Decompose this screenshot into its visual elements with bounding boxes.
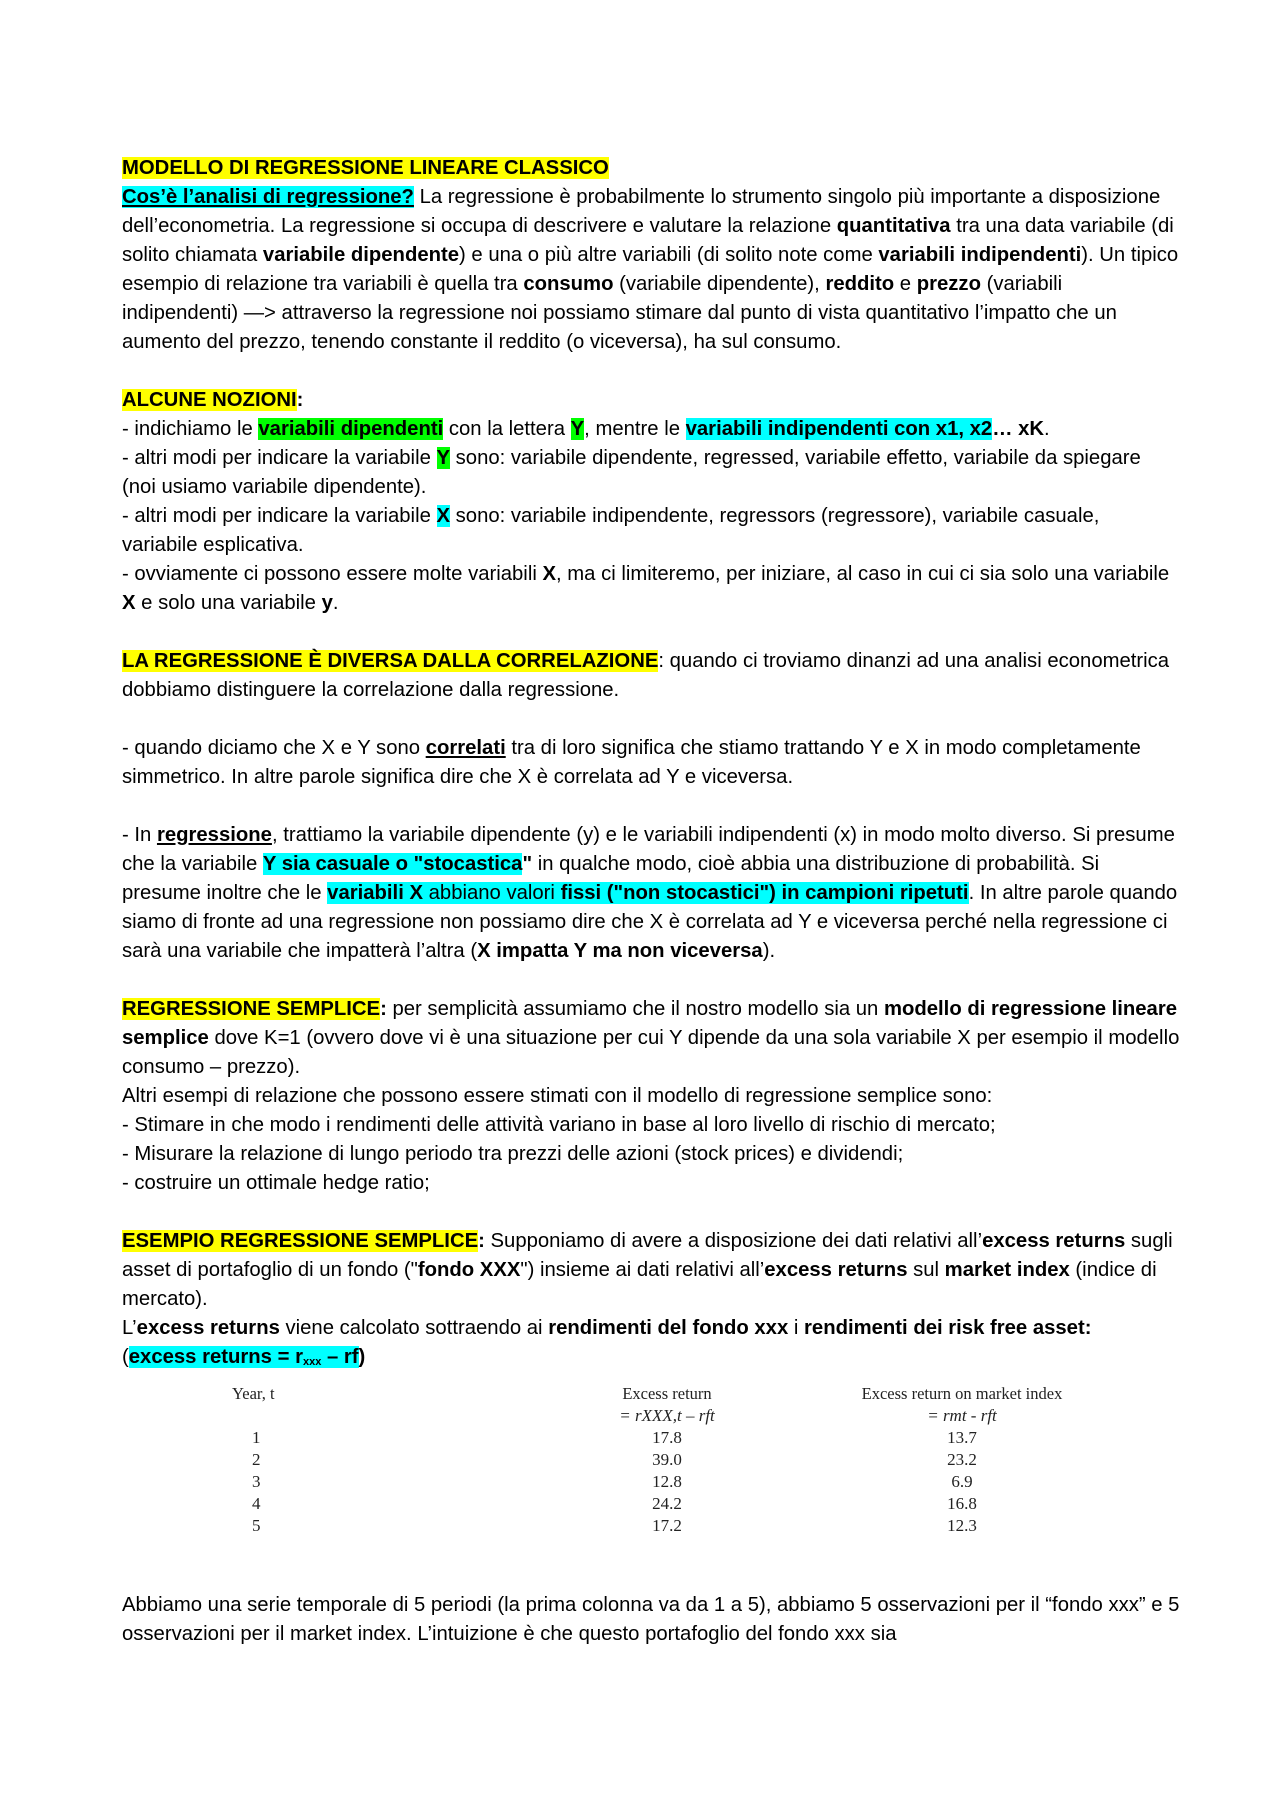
nozioni-item-3: - altri modi per indicare la variabile X sono: variabile indipendente, regressors (regressore), variabile casuale, variabile esplicativa.: [122, 505, 1100, 556]
example-item-3: - costruire un ottimale hedge ratio;: [122, 1172, 430, 1194]
section-1-title-line: [122, 154, 1180, 183]
table-row: 2 39.0 23.2: [252, 1450, 977, 1469]
section-1-question: Cos’è l’analisi di regressione?: [122, 186, 414, 208]
header-excess-formula: = rXXX,t – rft: [619, 1406, 715, 1425]
returns-table-image: [122, 1383, 1180, 1555]
section-2-title: ALCUNE NOZIONI: [122, 389, 297, 411]
returns-table: [122, 1383, 1132, 1537]
example-item-2: - Misurare la relazione di lungo periodo tra prezzi delle azioni (stock prices) e dividendi;: [122, 1143, 904, 1165]
table-row: 3 12.8 6.9: [252, 1472, 973, 1491]
excess-returns-formula: (excess returns = $r_{xxx} - rf$): [122, 1346, 366, 1368]
header-market-excess-return: Excess return on market index: [861, 1384, 1063, 1403]
example-item-1: - Stimare in che modo i rendimenti delle attività variano in base al loro livello di rischio di mercato;: [122, 1114, 996, 1136]
section-4-intro: REGRESSIONE SEMPLICE: per semplicità assumiamo che il nostro modello sia un modello di regressione lineare semplice dove K=1 (ovvero dove vi è una situazione per cui Y dipende da una sola variabile X per esempio il modello consumo – prezzo).: [122, 998, 1180, 1078]
nozioni-item-2: - altri modi per indicare la variabile Y sono: variabile dipendente, regressed, variabile effetto, variabile da spiegare (noi usiamo variabile dipendente).: [122, 447, 1141, 498]
header-market-formula: = rmt - rft: [927, 1406, 997, 1425]
correlation-paragraph: - quando diciamo che X e Y sono correlati tra di loro significa che stiamo trattando Y e X in modo completamente simmetrico. In altre parole significa dire che X è correlata ad Y e viceversa.: [122, 737, 1141, 788]
section-5-intro: ESEMPIO REGRESSIONE SEMPLICE: Supponiamo di avere a disposizione dei dati relativi all’excess returns sugli asset di portafoglio di un fondo ("fondo XXX") insieme ai dati relativi all’excess returns sul market index (indice di mercato).: [122, 1230, 1173, 1310]
excess-returns-definition: L’excess returns viene calcolato sottraendo ai rendimenti del fondo xxx i rendimenti dei risk free asset:: [122, 1317, 1092, 1339]
section-3-intro: LA REGRESSIONE È DIVERSA DALLA CORRELAZIONE: quando ci troviamo dinanzi ad una analisi econometrica dobbiamo distinguere la correlazione dalla regressione.: [122, 650, 1170, 701]
section-4-title: REGRESSIONE SEMPLICE: [122, 998, 381, 1020]
section-5-title: ESEMPIO REGRESSIONE SEMPLICE: [122, 1230, 479, 1252]
regression-paragraph: - In regressione, trattiamo la variabile dipendente (y) e le variabili indipendenti (x) in modo molto diverso. Si presume che la variabile Y sia casuale o "stocastica" in qualche modo, cioè abbia una distribuzione di probabilità. Si presume inoltre che le variabili X abbiano valori fissi ("non stocastici") in campioni ripetuti. In altre parole quando siamo di fronte ad una regressione non possiamo dire che X è correlata ad Y e viceversa perché nella regressione ci sarà una variabile che impatterà l’altra (X impatta Y ma non viceversa).: [122, 824, 1178, 962]
section-3-title: LA REGRESSIONE È DIVERSA DALLA CORRELAZIONE: [122, 650, 659, 672]
section-2-title-line: ALCUNE NOZIONI:: [122, 389, 304, 411]
table-subheader-row: [122, 1405, 1132, 1427]
nozioni-item-4: - ovviamente ci possono essere molte variabili X, ma ci limiteremo, per iniziare, al caso in cui ci sia solo una variabile X e solo una variabile y.: [122, 563, 1170, 614]
closing-paragraph: Abbiamo una serie temporale di 5 periodi (la prima colonna va da 1 a 5), abbiamo 5 osservazioni per il “fondo xxx” e 5 osservazioni per il market index. L’intuizione è che questo portafoglio del fondo xxx sia: [122, 1594, 1180, 1645]
table-row: 5 17.2 12.3: [252, 1516, 977, 1535]
header-year: Year, t: [232, 1384, 275, 1403]
examples-intro: Altri esempi di relazione che possono essere stimati con il modello di regressione semplice sono:: [122, 1085, 993, 1107]
header-excess-return: Excess return: [622, 1384, 712, 1403]
section-1-paragraph: Cos’è l’analisi di regressione? La regressione è probabilmente lo strumento singolo più importante a disposizione dell’econometria. La regressione si occupa di descrivere e valutare la relazione quantitativa tra una data variabile (di solito chiamata variabile dipendente) e una o più altre variabili (di solito note come variabili indipendenti). Un tipico esempio di relazione tra variabili è quella tra consumo (variabile dipendente), reddito e prezzo (variabili indipendenti) —> attraverso la regressione noi possiamo stimare dal punto di vista quantitativo l’impatto che un aumento del prezzo, tenendo constante il reddito (o viceversa), ha sul consumo.: [122, 186, 1179, 353]
table-header-row: [122, 1383, 1132, 1405]
section-1-title: MODELLO DI REGRESSIONE LINEARE CLASSICO: [122, 157, 609, 179]
table-row: 1 17.8 13.7: [252, 1428, 977, 1447]
table-row: 4 24.2 16.8: [252, 1494, 977, 1513]
nozioni-item-1: - indichiamo le variabili dipendenti con la lettera Y, mentre le variabili indipendenti con x1, x2… xK.: [122, 418, 1050, 440]
